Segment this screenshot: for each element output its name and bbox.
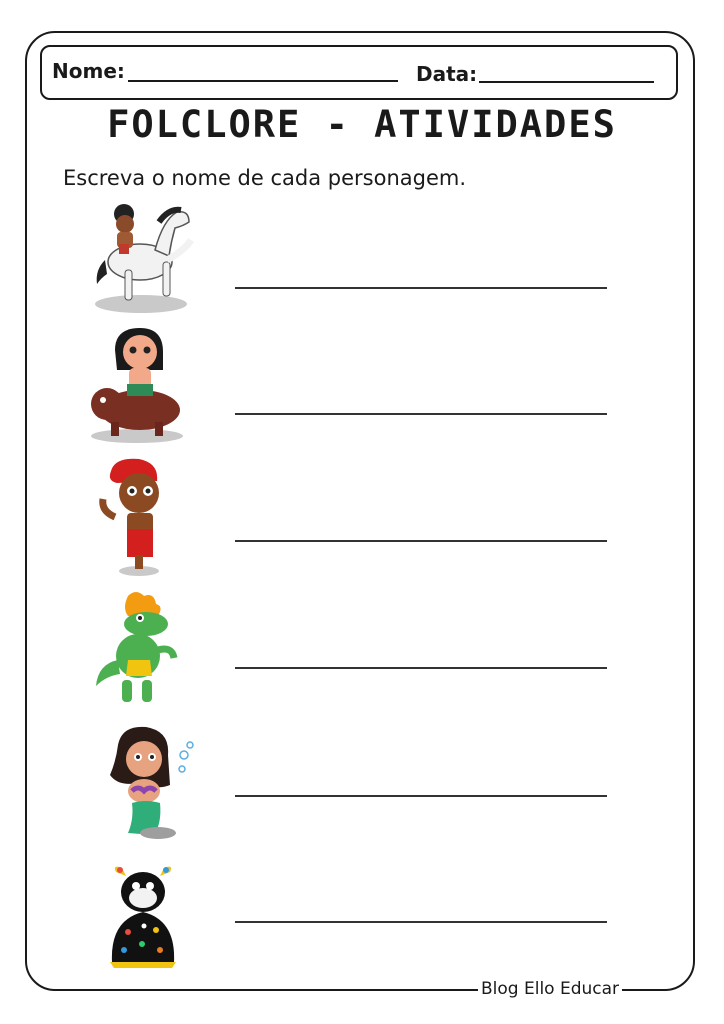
girl-on-boar-icon	[85, 326, 185, 444]
answer-line-2[interactable]	[235, 413, 607, 415]
answer-line-1[interactable]	[235, 287, 607, 289]
footer-credit: Blog Ello Educar	[478, 979, 622, 999]
answer-line-3[interactable]	[235, 540, 607, 542]
bumba-meu-boi-icon	[106, 862, 180, 970]
name-field[interactable]	[128, 80, 398, 82]
name-label: Nome:	[52, 59, 125, 83]
date-label: Data:	[416, 62, 478, 86]
page-title: FOLCLORE - ATIVIDADES	[107, 103, 617, 146]
answer-line-4[interactable]	[235, 667, 607, 669]
boy-riding-horse-icon	[85, 200, 195, 318]
mermaid-icon	[98, 725, 196, 843]
answer-line-5[interactable]	[235, 795, 607, 797]
answer-line-6[interactable]	[235, 921, 607, 923]
date-field[interactable]	[479, 81, 654, 83]
instruction-text: Escreva o nome de cada personagem.	[63, 166, 466, 190]
saci-icon	[95, 455, 175, 577]
green-crocodile-creature-icon	[92, 590, 182, 710]
header-box	[40, 45, 678, 100]
